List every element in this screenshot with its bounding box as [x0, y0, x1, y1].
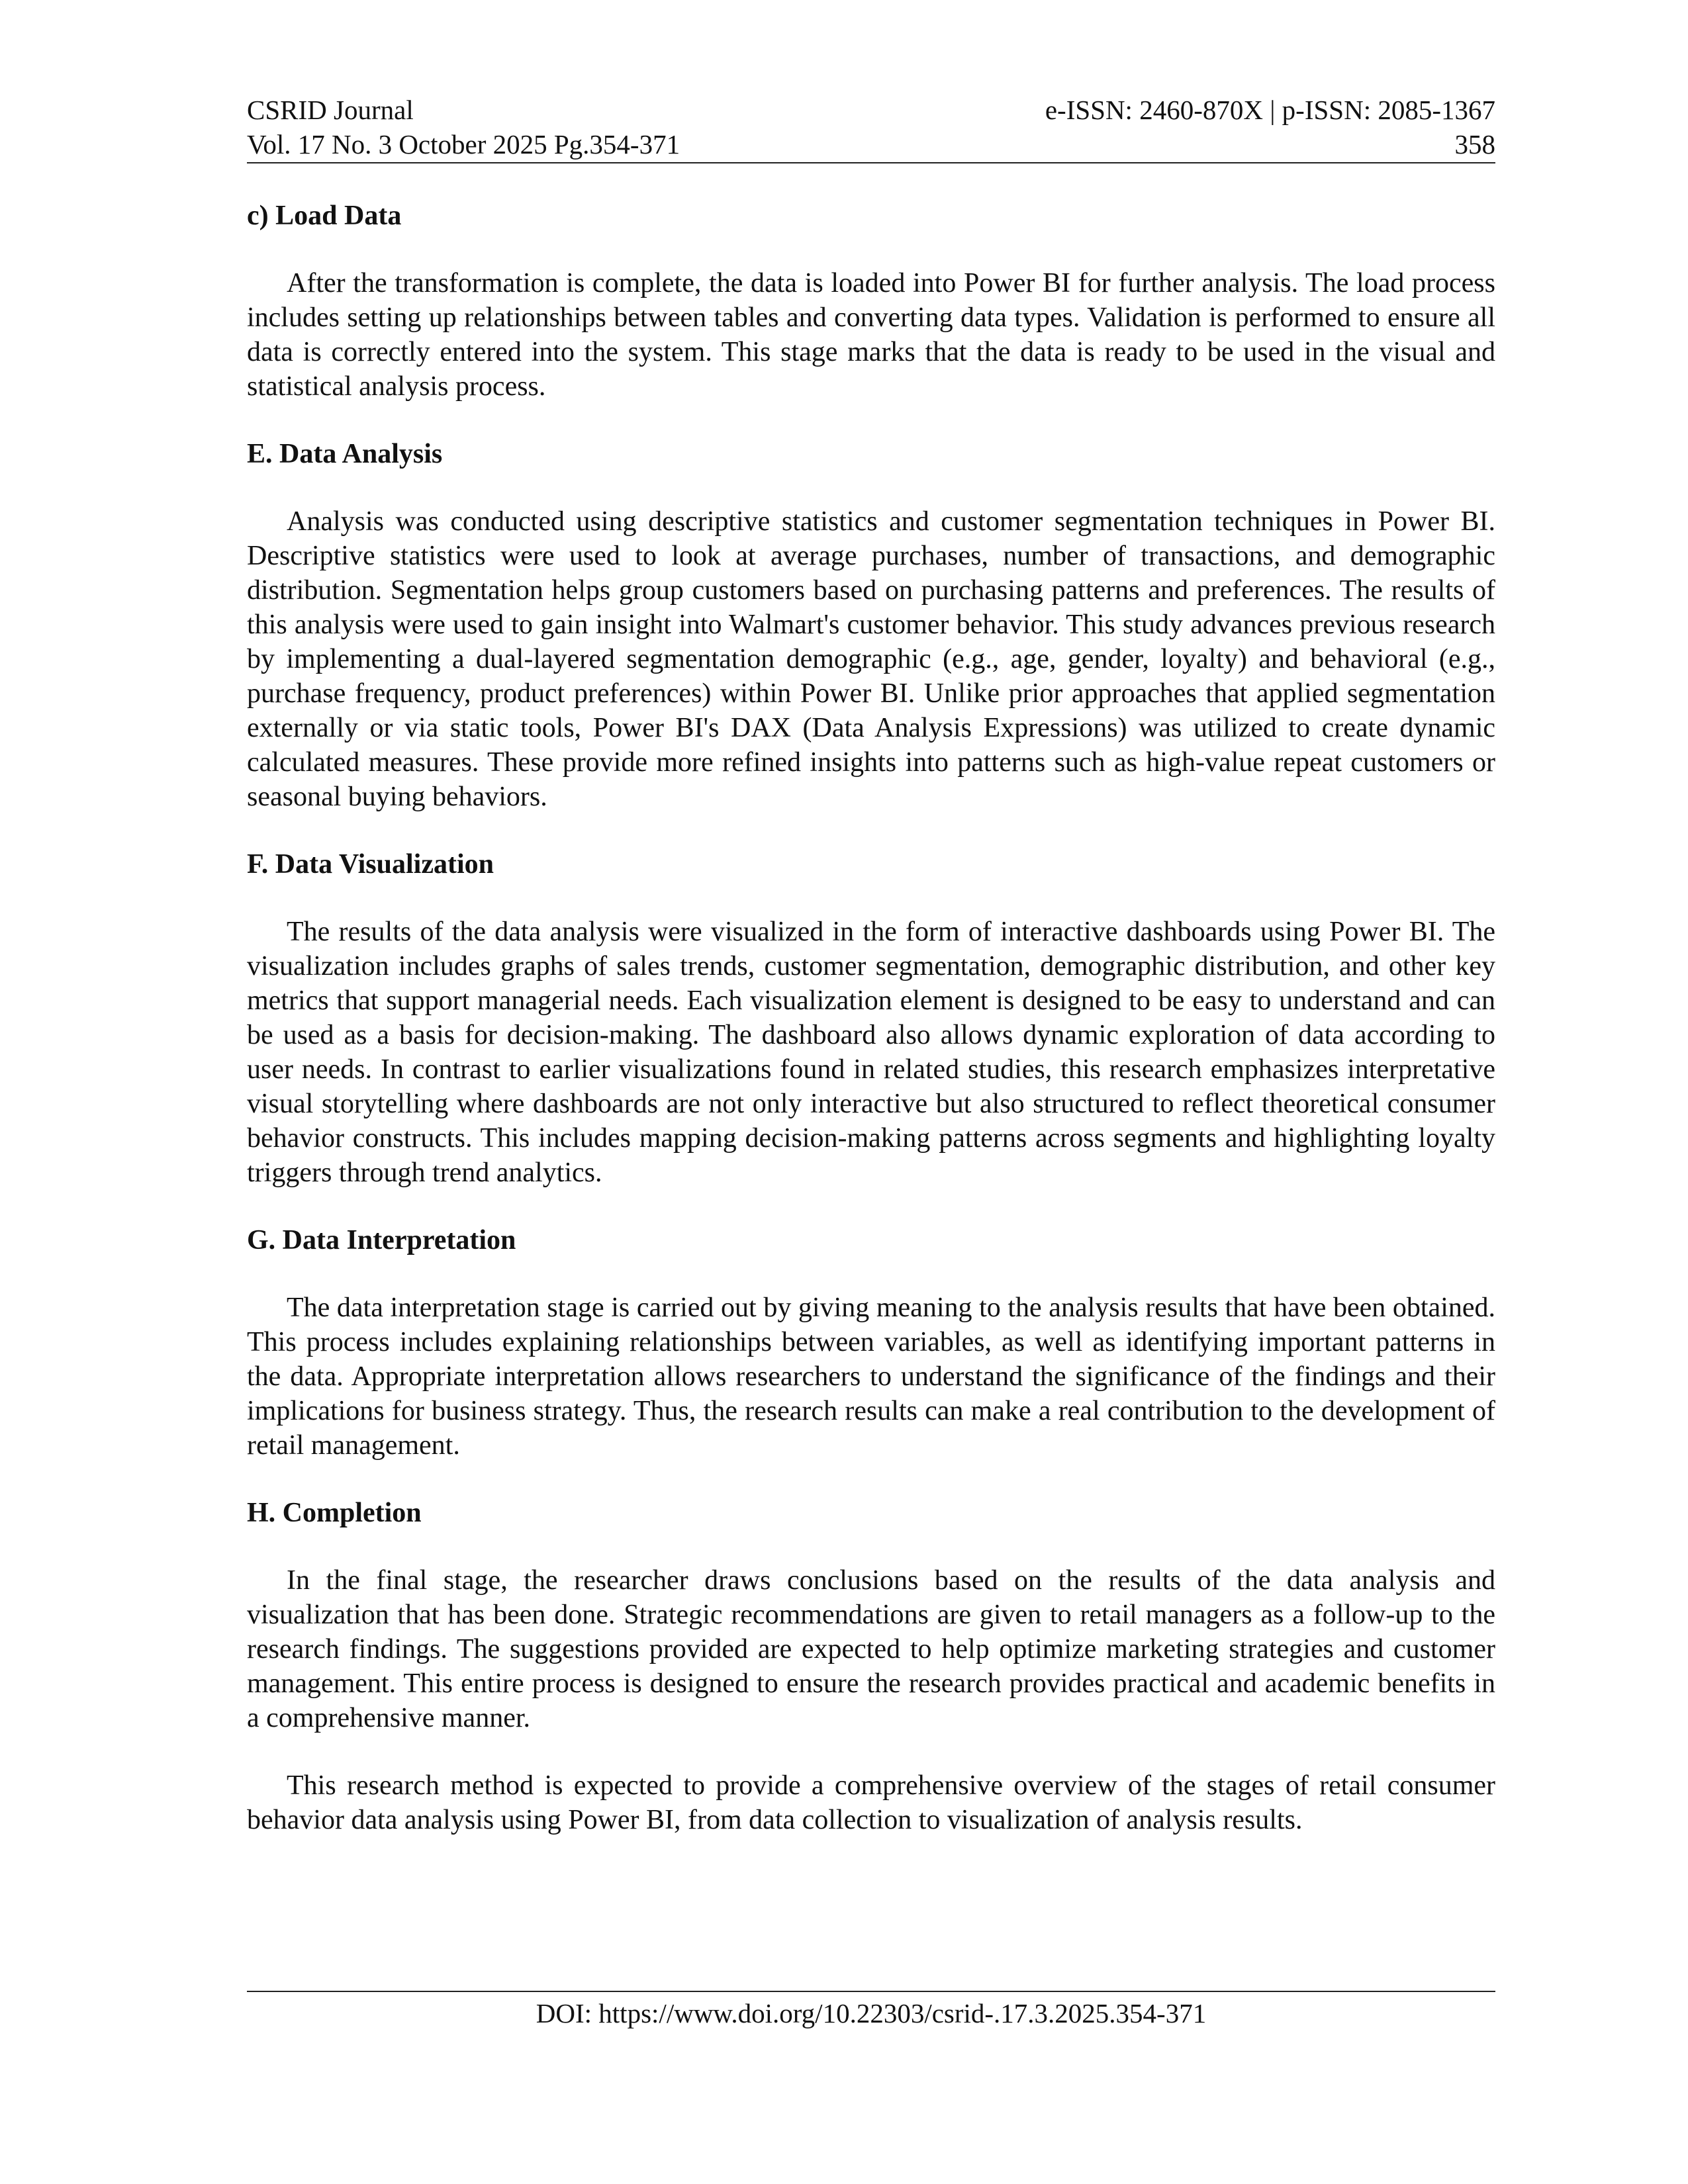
issn-info: e-ISSN: 2460-870X | p-ISSN: 2085-1367	[1045, 95, 1495, 125]
paragraph: Analysis was conducted using descriptive statistics and customer segmentation techniques in Power BI. Descriptive statistics were used to look at average purchases, number of transactions, and demographic distribution. Segmentation helps group customers based on purchasing patterns and preferences. The results of this analysis were used to gain insight into Walmart's customer behavior. This study advances previous research by implementing a dual-layered segmentation demographic (e.g., age, gender, loyalty) and behavioral (e.g., purchase frequency, product preferences) within Power BI. Unlike prior approaches that applied segmentation externally or via static tools, Power BI's DAX (Data Analysis Expressions) was utilized to create dynamic calculated measures. These provide more refined insights into patterns such as high-value repeat customers or seasonal buying behaviors.	[247, 506, 1495, 812]
section-heading: F. Data Visualization	[247, 849, 494, 880]
section-completion	[247, 1496, 1495, 1837]
journal-name: CSRID Journal	[247, 95, 414, 125]
page-number: 358	[1454, 129, 1495, 159]
main-content	[247, 199, 1495, 1870]
volume-info: Vol. 17 No. 3 October 2025 Pg.354-371	[247, 129, 680, 159]
section-data-analysis	[247, 437, 1495, 814]
paragraph: In the final stage, the researcher draws conclusions based on the results of the data analysis and visualization that has been done. Strategic recommendations are given to retail managers as a follow-up to the research findings. The suggestions provided are expected to help optimize marketing strategies and customer management. This entire process is designed to ensure the research provides practical and academic benefits in a comprehensive manner.	[247, 1565, 1495, 1733]
header-divider	[247, 162, 1495, 163]
paragraph: This research method is expected to provide a comprehensive overview of the stages of retail consumer behavior data analysis using Power BI, from data collection to visualization of analysis results.	[247, 1770, 1495, 1835]
header-row-bottom	[247, 127, 1495, 161]
header-row-top	[247, 93, 1495, 127]
doi-footer: DOI: https://www.doi.org/10.22303/csrid-.17.3.2025.354-371	[536, 1998, 1207, 2028]
section-heading: E. Data Analysis	[247, 439, 443, 469]
section-data-interpretation	[247, 1223, 1495, 1463]
section-heading: H. Completion	[247, 1498, 422, 1528]
paragraph: The data interpretation stage is carried out by giving meaning to the analysis results that have been obtained. This process includes explaining relationships between variables, as well as identifying important patterns in the data. Appropriate interpretation allows researchers to understand the significance of the findings and their implications for business strategy. Thus, the research results can make a real contribution to the development of retail management.	[247, 1293, 1495, 1461]
section-heading: c) Load Data	[247, 201, 402, 231]
section-data-visualization	[247, 847, 1495, 1190]
footer-divider	[247, 1991, 1495, 1992]
page-header	[247, 93, 1495, 161]
paragraph: After the transformation is complete, the data is loaded into Power BI for further analysis. The load process includes setting up relationships between tables and converting data types. Validation is performed to ensure all data is correctly entered into the system. This stage marks that the data is ready to be used in the visual and statistical analysis process.	[247, 268, 1495, 402]
paragraph: The results of the data analysis were visualized in the form of interactive dashboards using Power BI. The visualization includes graphs of sales trends, customer segmentation, demographic distribution, and other key metrics that support managerial needs. Each visualization element is designed to be easy to understand and can be used as a basis for decision-making. The dashboard also allows dynamic exploration of data according to user needs. In contrast to earlier visualizations found in related studies, this research emphasizes interpretative visual storytelling where dashboards are not only interactive but also structured to reflect theoretical consumer behavior constructs. This includes mapping decision-making patterns across segments and highlighting loyalty triggers through trend analytics.	[247, 917, 1495, 1188]
section-heading: G. Data Interpretation	[247, 1225, 516, 1255]
section-load-data	[247, 199, 1495, 404]
